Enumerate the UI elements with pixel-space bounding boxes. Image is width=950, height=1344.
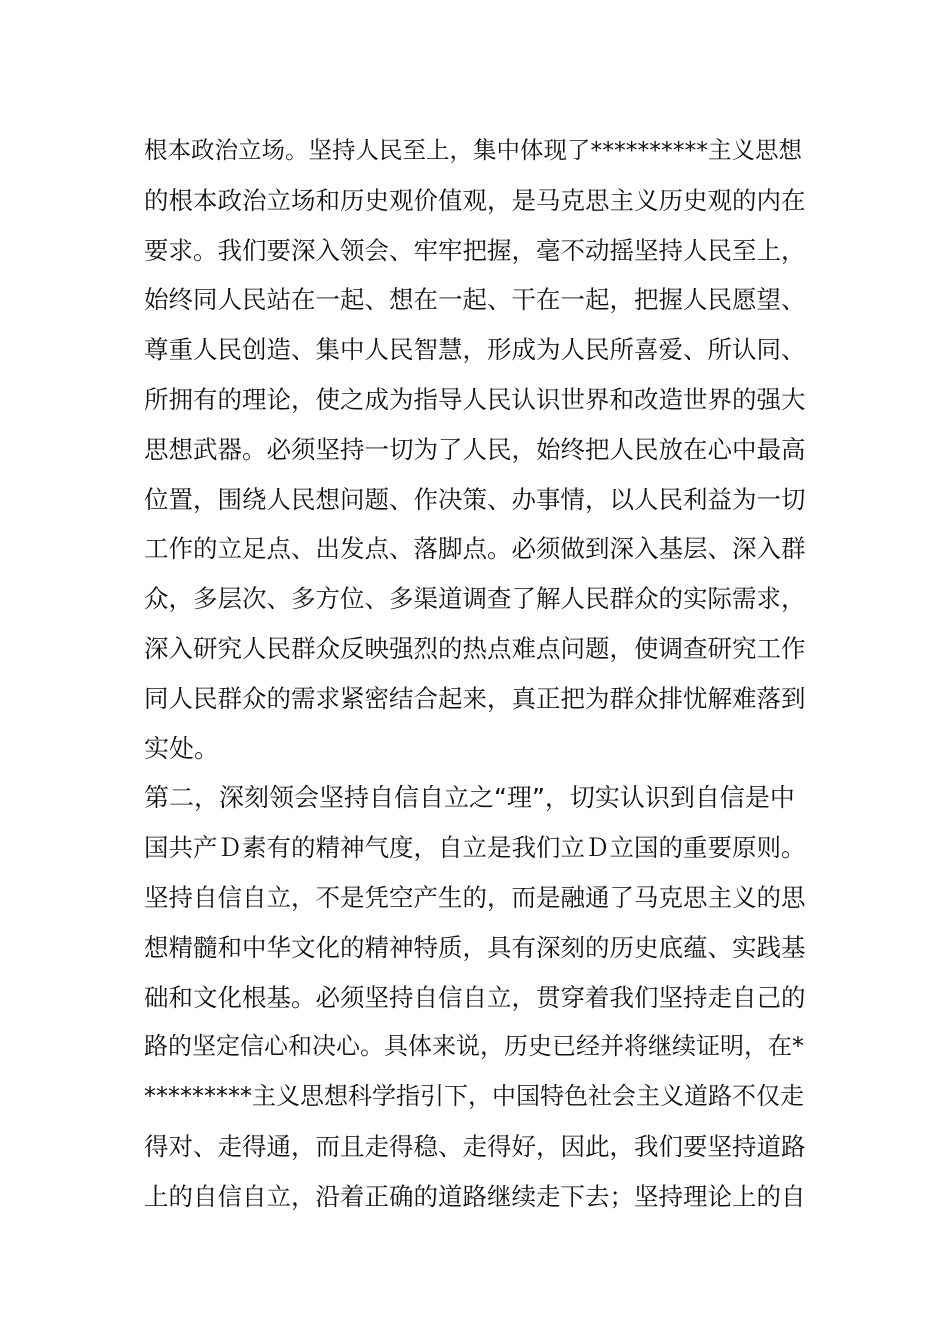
text-line: *********主义思想科学指引下，中国特色社会主义道路不仅走 [144,1082,804,1111]
text-line: 尊重人民创造、集中人民智慧，形成为人民所喜爱、所认同、 [144,335,806,365]
paragraph-start-line: 第二，深刻领会坚持自信自立之“理”，切实认识到自信是中 [144,783,795,813]
text-line: 工作的立足点、出发点、落脚点。必须做到深入基层、深入群 [144,534,806,564]
text-line: 深入研究人民群众反映强烈的热点难点问题，使调查研究工作 [144,633,806,663]
text-line: 坚持自信自立，不是凭空产生的，而是融通了马克思主义的思 [144,882,806,912]
text-line: 国共产Ｄ素有的精神气度，自立是我们立Ｄ立国的重要原则。 [144,833,806,863]
text-line: 所拥有的理论，使之成为指导人民认识世界和改造世界的强大 [144,384,806,414]
text-line: 想精髓和中华文化的精神特质，具有深刻的历史底蕴、实践基 [144,932,806,962]
text-line: 路的坚定信心和决心。具体来说，历史已经并将继续证明，在* [144,1032,804,1061]
text-line: 础和文化根基。必须坚持自信自立，贯穿着我们坚持走自己的 [144,982,806,1012]
text-line: 的根本政治立场和历史观价值观，是马克思主义历史观的内在 [144,185,806,215]
text-line: 众，多层次、多方位、多渠道调查了解人民群众的实际需求， [144,584,806,614]
text-line: 始终同人民站在一起、想在一起、干在一起，把握人民愿望、 [144,285,806,315]
text-line: 得对、走得通，而且走得稳、走得好，因此，我们要坚持道路 [144,1131,806,1161]
text-line: 实处。 [144,733,220,763]
text-line: 思想武器。必须坚持一切为了人民，始终把人民放在心中最高 [144,434,806,464]
body-text [144,126,814,1222]
text-line: 同人民群众的需求紧密结合起来，真正把为群众排忧解难落到 [144,683,806,713]
text-line: 上的自信自立，沿着正确的道路继续走下去；坚持理论上的自 [144,1181,806,1211]
text-line: 要求。我们要深入领会、牢牢把握，毫不动摇坚持人民至上， [144,235,806,265]
text-line: 根本政治立场。坚持人民至上，集中体现了**********主义思想 [144,136,802,164]
text-line: 位置，围绕人民想问题、作决策、办事情，以人民利益为一切 [144,484,806,514]
